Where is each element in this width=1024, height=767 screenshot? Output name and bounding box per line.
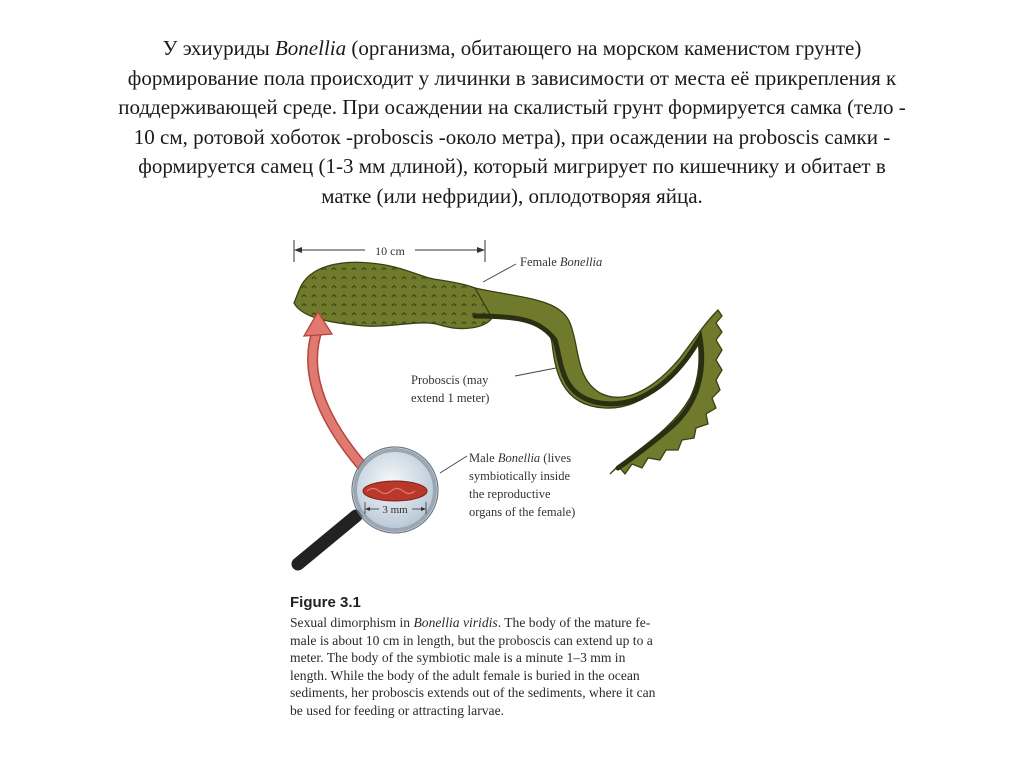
scale-label: 10 cm xyxy=(375,244,405,258)
male-scale-label: 3 mm xyxy=(382,504,408,516)
proboscis-label: Proboscis (may extend 1 meter) xyxy=(411,373,490,405)
slide-paragraph xyxy=(30,34,994,211)
paragraph-line: матке (или нефридии), оплодотворяя яйца. xyxy=(321,183,703,208)
bonellia-illustration xyxy=(270,228,770,603)
curved-arrow xyxy=(304,312,362,466)
bonellia-figure xyxy=(270,228,770,758)
paragraph-text: У эхиуриды xyxy=(162,36,275,60)
paragraph-line: формирование пола происходит у личинки в зависимости от места её прикрепления к xyxy=(127,65,897,90)
figure-caption-title: Figure 3.1 xyxy=(290,594,361,611)
caption-line: length. While the body of the adult female is buried in the ocean xyxy=(290,667,640,683)
caption-line: be used for feeding or attracting larvae. xyxy=(290,702,505,718)
male-label: Male Bonellia (lives symbiotically inside the reproductive organs of the female) xyxy=(469,451,576,519)
paragraph-line: формируется самец (1-3 мм длиной), который мигрирует по кишечнику и обитает в xyxy=(138,154,886,178)
paragraph-line xyxy=(30,34,994,64)
caption-line: sediments, her proboscis extends out of the sediments, where it can xyxy=(290,685,656,701)
paragraph-line: 10 см, ротовой хоботок -proboscis -около метра), при осаждении на proboscis самки - xyxy=(133,124,891,149)
caption-line: male is about 10 cm in length, but the proboscis can extend up to a xyxy=(290,632,653,648)
genus-name: Bonellia xyxy=(274,36,347,60)
paragraph-line: поддерживающей среде. При осаждении на скалистый грунт формируется самка (тело - xyxy=(118,95,906,119)
caption-line: meter. The body of the symbiotic male is a minute 1–3 mm in xyxy=(290,650,626,666)
scale-bar xyxy=(294,240,485,262)
female-leader-line xyxy=(483,264,516,282)
caption-line: Sexual dimorphism in Bonellia viridis. The body of the mature fe- xyxy=(290,615,651,630)
proboscis-leader-line xyxy=(515,368,556,376)
figure-caption xyxy=(290,614,738,720)
magnifying-glass-icon xyxy=(298,447,438,564)
female-bonellia xyxy=(294,262,722,474)
male-leader-line xyxy=(440,456,467,473)
paragraph-text: (организма, обитающего на морском каменистом грунте) xyxy=(346,36,862,60)
female-label: Female Bonellia xyxy=(520,255,603,269)
